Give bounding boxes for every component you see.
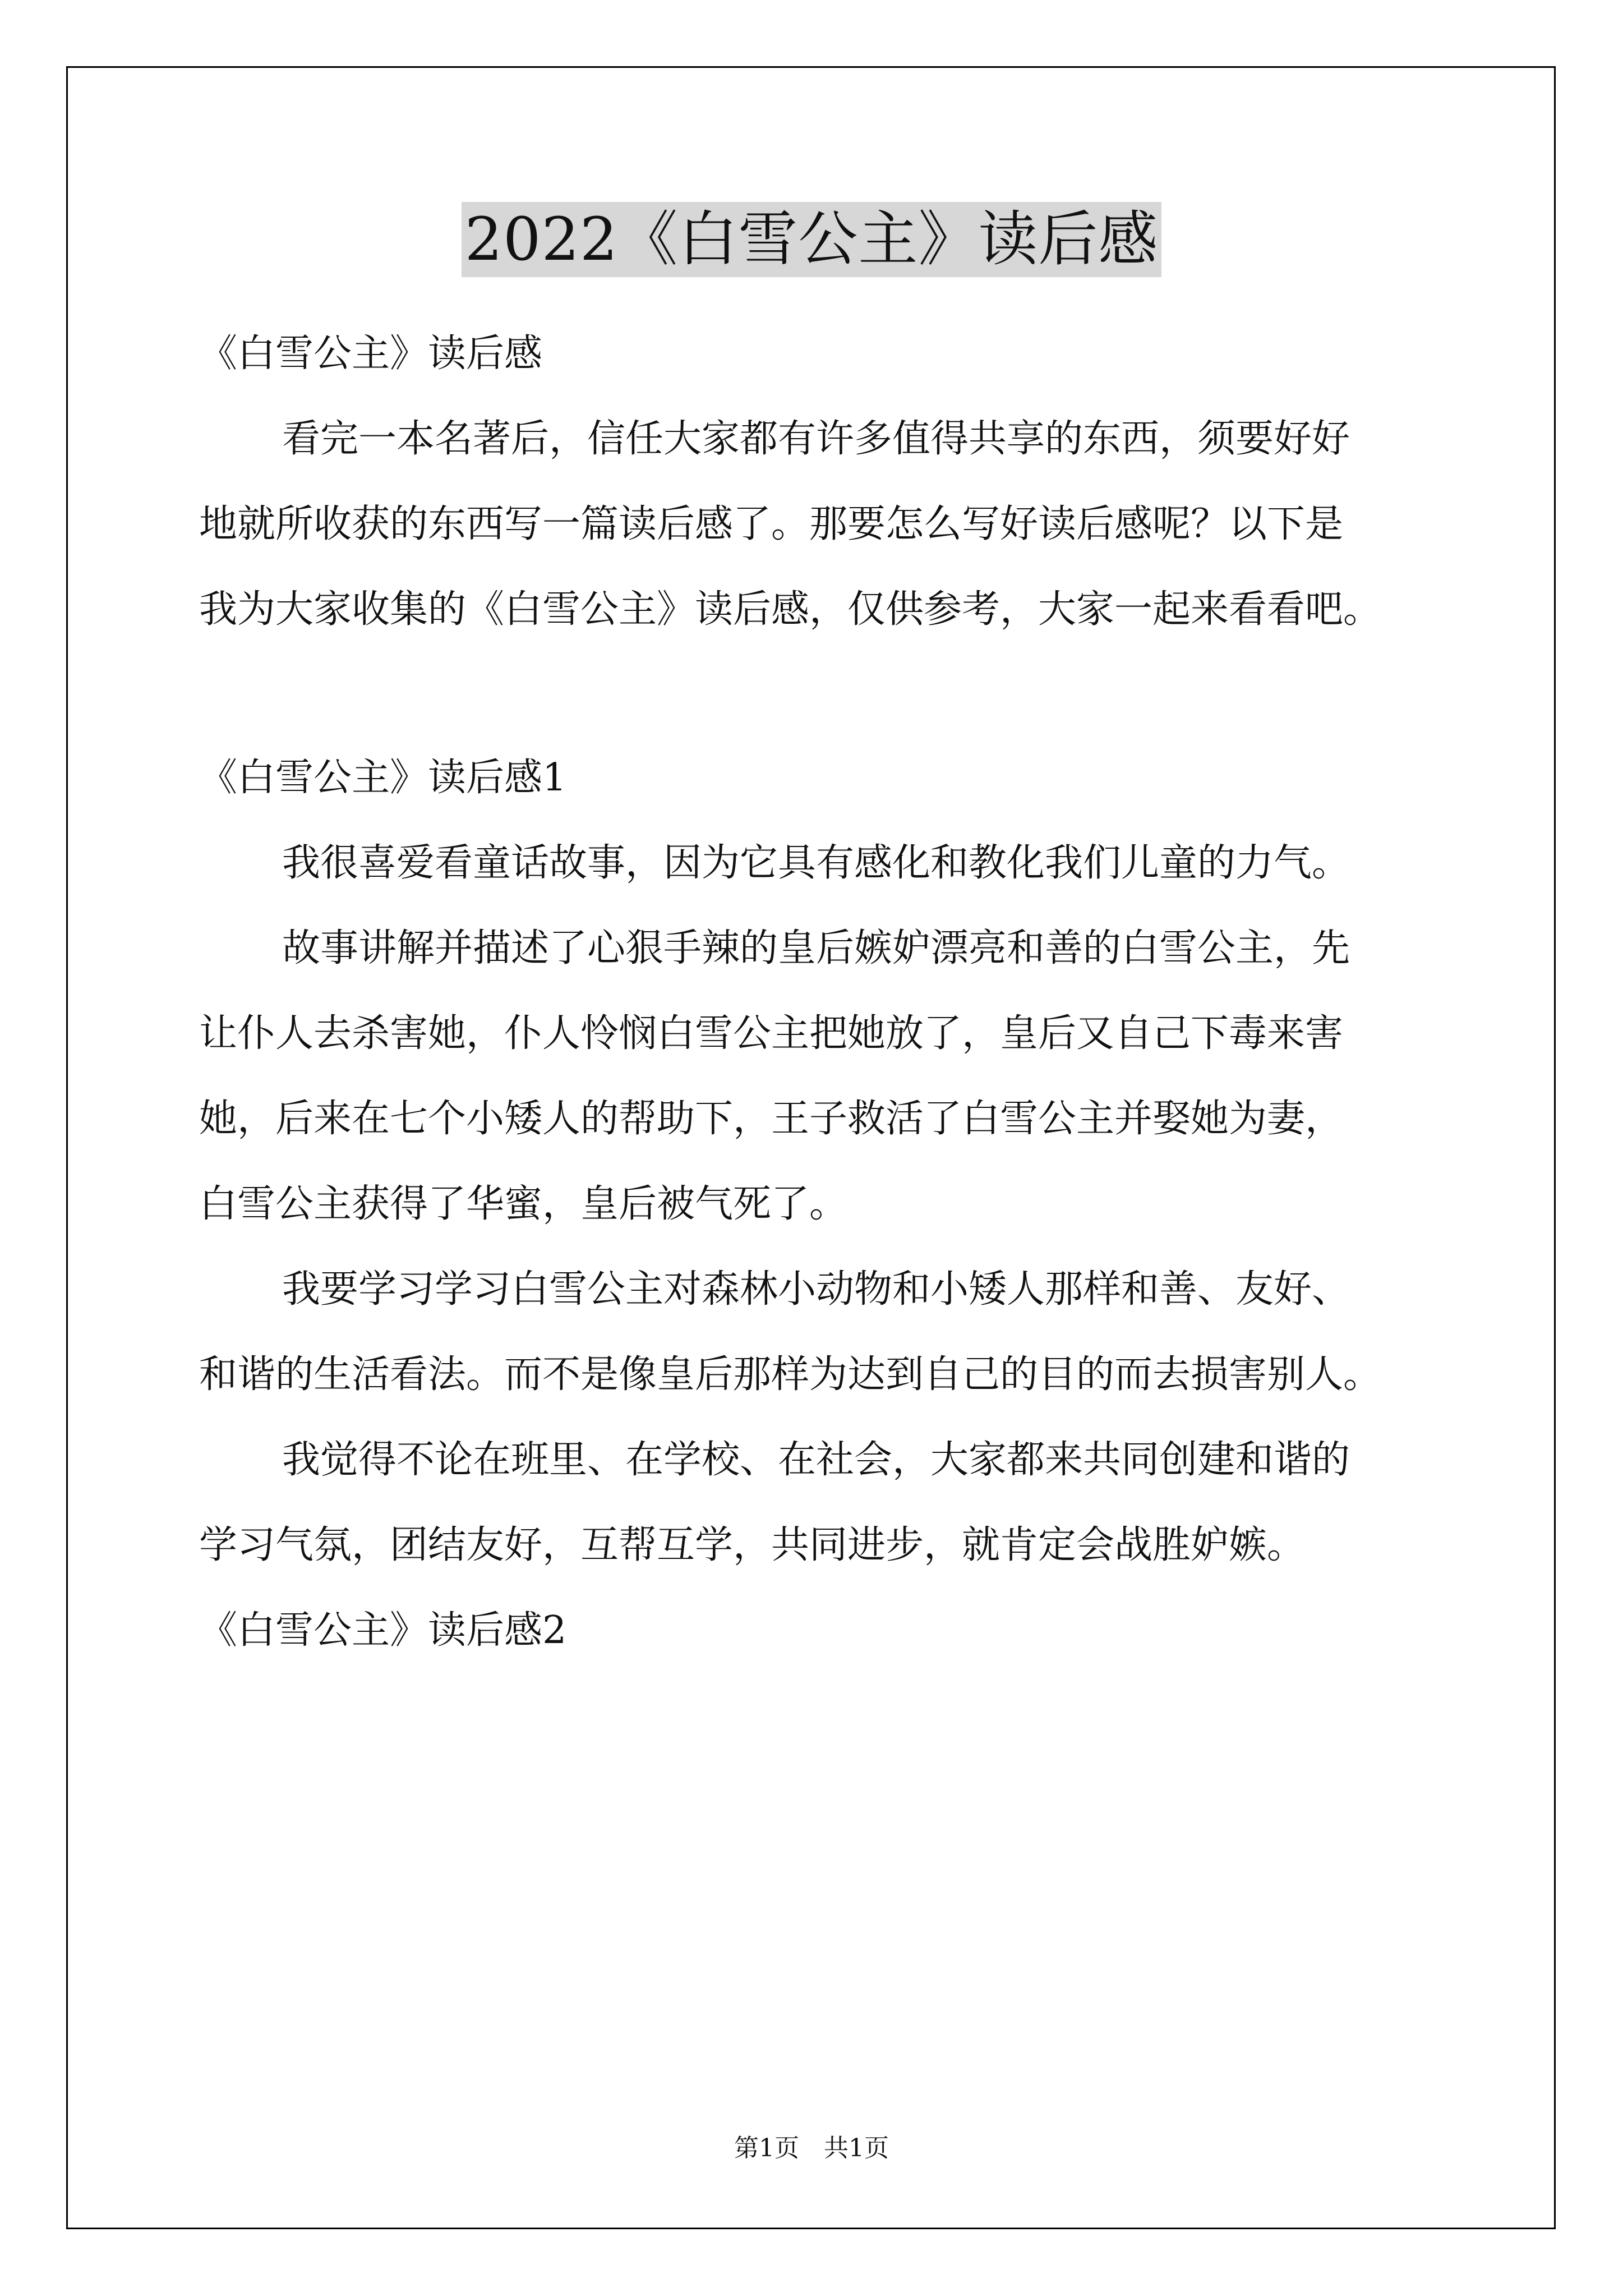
title-container (0, 202, 1623, 277)
page-footer: 第1页 共1页 (734, 2134, 889, 2162)
section-spacer (199, 652, 1433, 735)
section-1-line: 她，后来在七个小矮人的帮助下，王子救活了白雪公主并娶她为妻， (199, 1097, 1344, 1141)
intro-paragraph-line: 地就所收获的东西写一篇读后感了。那要怎么写好读后感呢？以下是 (199, 502, 1344, 546)
document-title: 2022《白雪公主》读后感 (462, 202, 1162, 277)
intro-paragraph-line: 我为大家收集的《白雪公主》读后感，仅供参考，大家一起来看看吧。 (199, 587, 1382, 632)
section-1-line: 和谐的生活看法。而不是像皇后那样为达到自己的目的而去损害别人。 (199, 1352, 1382, 1397)
section-1-line: 故事讲解并描述了心狠手辣的皇后嫉妒漂亮和善的白雪公主，先 (282, 926, 1350, 970)
section-1-line: 白雪公主获得了华蜜，皇后被气死了。 (199, 1182, 848, 1226)
subtitle: 《白雪公主》读后感 (199, 332, 543, 376)
section-1-line: 我觉得不论在班里、在学校、在社会，大家都来共同创建和谐的 (282, 1438, 1350, 1482)
document-body (199, 311, 1433, 1673)
section-1-heading: 《白雪公主》读后感1 (199, 756, 567, 800)
section-1-line: 我很喜爱看童话故事，因为它具有感化和教化我们儿童的力气。 (282, 841, 1350, 885)
section-2-heading: 《白雪公主》读后感2 (199, 1608, 567, 1653)
section-1-line: 学习气氛，团结友好，互帮互学，共同进步，就肯定会战胜妒嫉。 (199, 1523, 1306, 1567)
section-1-line: 让仆人去杀害她，仆人怜悯白雪公主把她放了，皇后又自己下毒来害 (199, 1011, 1344, 1056)
section-1-line: 我要学习学习白雪公主对森林小动物和小矮人那样和善、友好、 (282, 1267, 1350, 1312)
intro-paragraph-line: 看完一本名著后，信任大家都有许多值得共享的东西，须要好好 (282, 417, 1350, 461)
